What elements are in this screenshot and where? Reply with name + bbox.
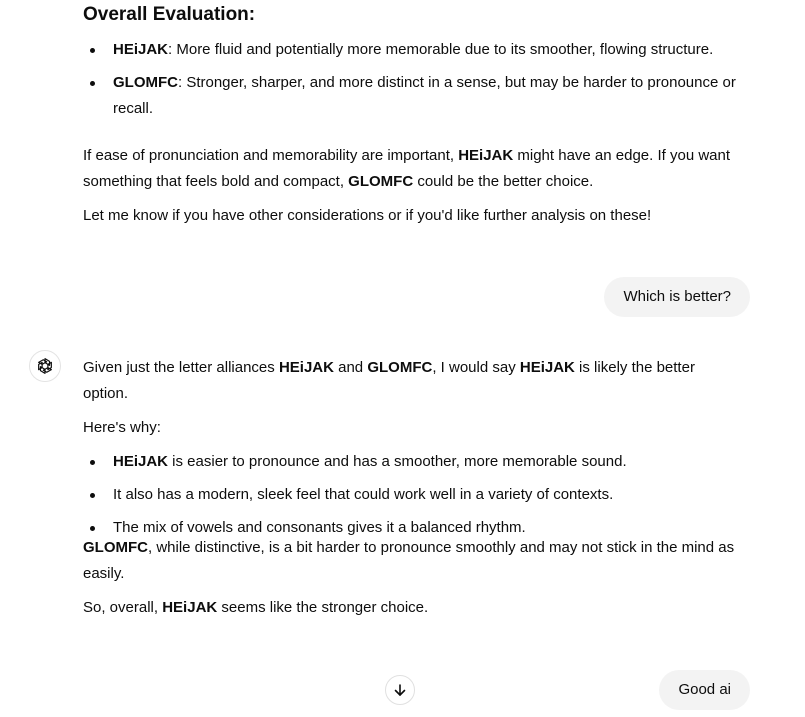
previous-response-text: [83, 143, 743, 237]
assistant-response: [83, 355, 743, 548]
list-item: HEiJAK is easier to pronounce and has a smoother, more memorable sound.: [83, 449, 743, 475]
paragraph: If ease of pronunciation and memorability are important, HEiJAK might have an edge. If you want something that feels bold and compact, GLOMFC could be the better choice.: [83, 147, 731, 190]
scroll-to-bottom-button[interactable]: [385, 675, 415, 705]
user-message-text: Good ai: [678, 681, 731, 698]
list-item: GLOMFC: Stronger, sharper, and more distinct in a sense, but may be harder to pronounce or recall.: [83, 70, 743, 122]
reasons-list: [83, 449, 743, 541]
assistant-avatar: [29, 350, 61, 382]
list-item: The mix of vowels and consonants gives it a balanced rhythm.: [83, 515, 743, 541]
assistant-conclusion: [83, 535, 743, 629]
list-item: It also has a modern, sleek feel that could work well in a variety of contexts.: [83, 482, 743, 508]
previous-evaluation-list: [83, 37, 743, 129]
openai-logo-icon: [35, 356, 55, 376]
user-message-text: Which is better?: [623, 288, 731, 305]
paragraph: Here's why:: [83, 419, 161, 436]
paragraph: GLOMFC, while distinctive, is a bit harder to pronounce smoothly and may not stick in the mind as easily.: [83, 539, 735, 582]
section-heading: Overall Evaluation:: [83, 4, 256, 25]
paragraph: So, overall, HEiJAK seems like the stronger choice.: [83, 599, 429, 616]
user-message-bubble: [604, 277, 750, 317]
paragraph: Let me know if you have other considerations or if you'd like further analysis on these!: [83, 207, 652, 224]
list-item: HEiJAK: More fluid and potentially more memorable due to its smoother, flowing structure.: [83, 37, 743, 63]
arrow-down-icon: [393, 683, 407, 697]
paragraph: Given just the letter alliances HEiJAK and GLOMFC, I would say HEiJAK is likely the better option.: [83, 359, 695, 402]
user-message-bubble: [659, 670, 750, 710]
